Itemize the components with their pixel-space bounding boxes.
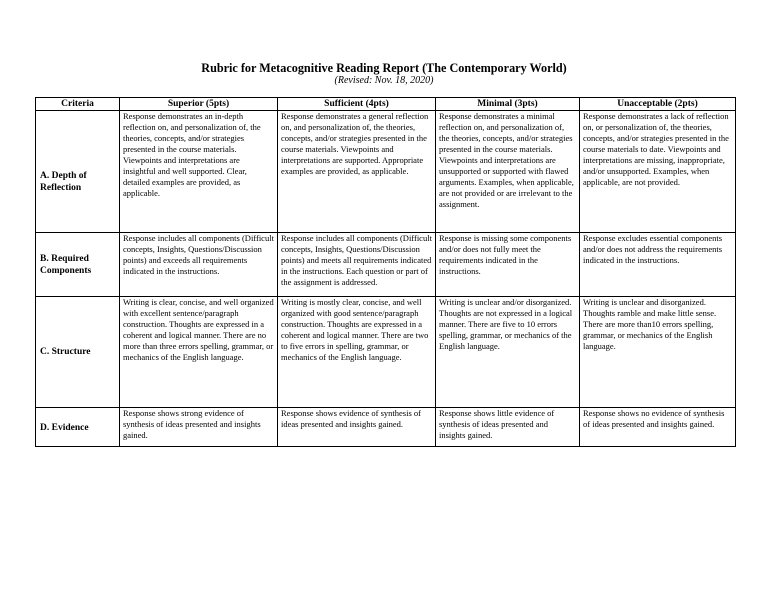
cell-components-unacceptable: Response excludes essential components and/or does not address the requirements indicated in the instructions. [580, 233, 736, 297]
table-row [36, 111, 736, 233]
table-row [36, 408, 736, 447]
rubric-table [35, 97, 736, 447]
header-minimal: Minimal (3pts) [436, 98, 580, 111]
cell-depth-sufficient: Response demonstrates a general reflection on, and personalization of, the theories, concepts, and/or strategies presented in the course materials. Viewpoints and interpretations are supported. Appropriate examples are provided, as applicable. [278, 111, 436, 233]
criterion-required-components: B. Required Components [36, 233, 120, 297]
cell-depth-unacceptable: Response demonstrates a lack of reflection on, or personalization of, the theories, concepts, and/or strategies presented in the course materials to date. Viewpoints and interpretations are missing, inappropriate, and/or unsupported. Examples, when applicable, are not provided. [580, 111, 736, 233]
cell-structure-superior: Writing is clear, concise, and well organized with excellent sentence/paragraph construction. Thoughts are expressed in a coherent and logical manner. There are no more than three errors spelling, grammar, or mechanics of the English language. [120, 297, 278, 408]
document-title: Rubric for Metacognitive Reading Report (The Contemporary World) [201, 61, 567, 75]
header-superior: Superior (5pts) [120, 98, 278, 111]
table-row [36, 233, 736, 297]
criterion-depth-of-reflection: A. Depth of Reflection [36, 111, 120, 233]
cell-components-superior: Response includes all components (Difficult concepts, Insights, Questions/Discussion points) and exceeds all requirements indicated in the instructions. [120, 233, 278, 297]
cell-evidence-superior: Response shows strong evidence of synthesis of ideas presented and insights gained. [120, 408, 278, 447]
cell-components-minimal: Response is missing some components and/or does not fully meet the requirements indicated in the instructions. [436, 233, 580, 297]
document-subtitle: (Revised: Nov. 18, 2020) [334, 75, 434, 86]
cell-depth-superior: Response demonstrates an in-depth reflection on, and personalization of, the theories, concepts, and/or strategies presented in the course materials. Viewpoints and interpretations are insightful and well supported. Clear, detailed examples are provided, as applicable. [120, 111, 278, 233]
criterion-evidence: D. Evidence [36, 408, 120, 447]
header-criteria: Criteria [36, 98, 120, 111]
cell-depth-minimal: Response demonstrates a minimal reflection on, and personalization of, the theories, concepts, and/or strategies presented in the course materials. Viewpoints and interpretations are unsupported or supported with flawed arguments. Examples, when applicable, are not provided or are irrelevant to the assignment. [436, 111, 580, 233]
cell-evidence-unacceptable: Response shows no evidence of synthesis of ideas presented and insights gained. [580, 408, 736, 447]
header-sufficient: Sufficient (4pts) [278, 98, 436, 111]
table-header-row [36, 98, 736, 111]
cell-structure-unacceptable: Writing is unclear and disorganized. Thoughts ramble and make little sense. There are more than10 errors spelling, grammar, or mechanics of the English language. [580, 297, 736, 408]
cell-components-sufficient: Response includes all components (Difficult concepts, Insights, Questions/Discussion points) and meets all requirements indicated in the instructions. Each question or part of the assignment is addressed. [278, 233, 436, 297]
cell-evidence-minimal: Response shows little evidence of synthesis of ideas presented and insights gained. [436, 408, 580, 447]
cell-evidence-sufficient: Response shows evidence of synthesis of ideas presented and insights gained. [278, 408, 436, 447]
cell-structure-sufficient: Writing is mostly clear, concise, and well organized with good sentence/paragraph construction. Thoughts are expressed in a coherent and logical manner. There are two to five errors in spelling, grammar, or mechanics of the English language. [278, 297, 436, 408]
cell-structure-minimal: Writing is unclear and/or disorganized. Thoughts are not expressed in a logical manner. There are five to 10 errors spelling, grammar, or mechanics of the English language. [436, 297, 580, 408]
header-unacceptable: Unacceptable (2pts) [580, 98, 736, 111]
table-row [36, 297, 736, 408]
criterion-structure: C. Structure [36, 297, 120, 408]
